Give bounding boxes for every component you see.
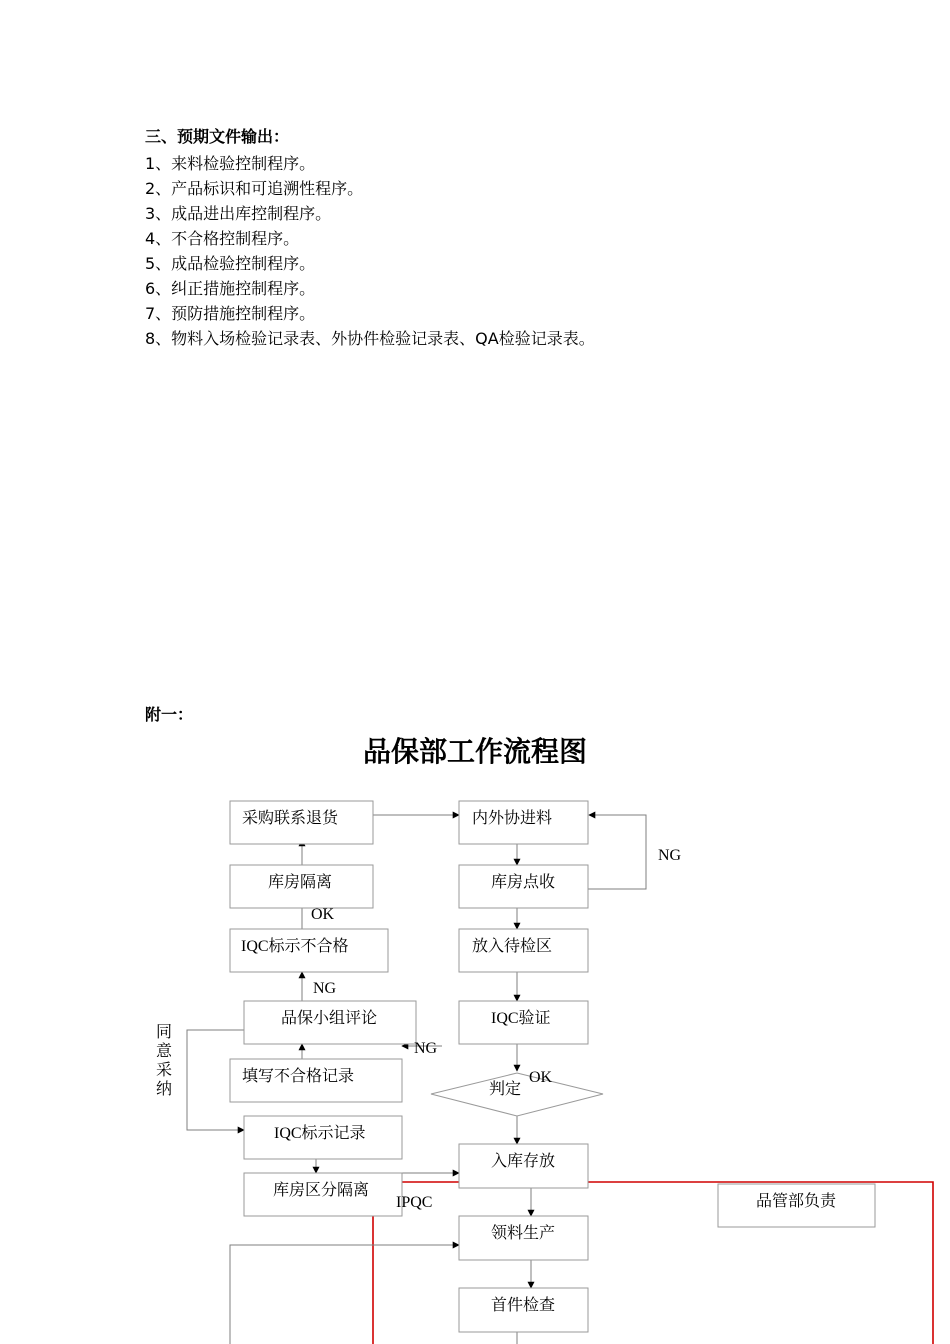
- appendix-label: 附一：: [145, 705, 194, 724]
- node-judge-label: 判定: [489, 1081, 522, 1098]
- list-item: 8、物料入场检验记录表、外协件检验记录表、QA检验记录表。: [145, 329, 595, 348]
- node-warehouse-separate-label: 库房区分隔离: [273, 1182, 370, 1199]
- agree-char: 意: [156, 1043, 173, 1060]
- node-warehouse-receive-label: 库房点收: [491, 874, 556, 891]
- node-store-label: 入库存放: [491, 1153, 556, 1170]
- node-fill-ng-record-label: 填写不合格记录: [242, 1068, 355, 1085]
- list-item: 5、成品检验控制程序。: [145, 254, 316, 273]
- list-item: 2、产品标识和可追溯性程序。: [145, 179, 364, 198]
- edge-label-ok-judge: OK: [529, 1069, 553, 1086]
- edge-label-ng-mid: NG: [313, 980, 337, 997]
- node-qc-dept-label: 品管部负责: [756, 1193, 837, 1210]
- list-item: 7、预防措施控制程序。: [145, 304, 316, 323]
- agree-char: 同: [156, 1024, 173, 1041]
- node-purchase-return-label: 采购联系退货: [242, 810, 339, 827]
- node-first-check-label: 首件检查: [491, 1297, 556, 1314]
- node-incoming-label: 内外协进料: [472, 810, 553, 827]
- agree-vertical-label: [156, 1023, 172, 1098]
- node-pending-area-label: 放入待检区: [472, 938, 553, 955]
- node-pick-production-label: 领料生产: [491, 1225, 556, 1242]
- agree-char: 采: [156, 1062, 173, 1079]
- node-iqc-mark-record-label: IQC标示记录: [274, 1125, 366, 1142]
- list-item: 6、纠正措施控制程序。: [145, 279, 316, 298]
- flowchart-title: 品保部工作流程图: [362, 737, 587, 768]
- edge-label-ng-right: NG: [658, 847, 682, 864]
- edge-label-ok-top: OK: [311, 906, 335, 923]
- node-qa-review-label: 品保小组评论: [281, 1010, 378, 1027]
- node-iqc-mark-ng-label: IQC标示不合格: [241, 938, 349, 955]
- edge-label-ipqc: IPQC: [396, 1194, 433, 1211]
- section-heading: 三、预期文件输出：: [145, 127, 290, 146]
- list-item: 4、不合格控制程序。: [145, 229, 300, 248]
- edge-label-ng-review: NG: [414, 1040, 438, 1057]
- list-item: 3、成品进出库控制程序。: [145, 204, 332, 223]
- node-warehouse-isolate-label: 库房隔离: [268, 874, 333, 891]
- agree-char: 纳: [156, 1081, 173, 1098]
- node-iqc-verify-label: IQC验证: [491, 1010, 551, 1027]
- list-item: 1、来料检验控制程序。: [145, 154, 316, 173]
